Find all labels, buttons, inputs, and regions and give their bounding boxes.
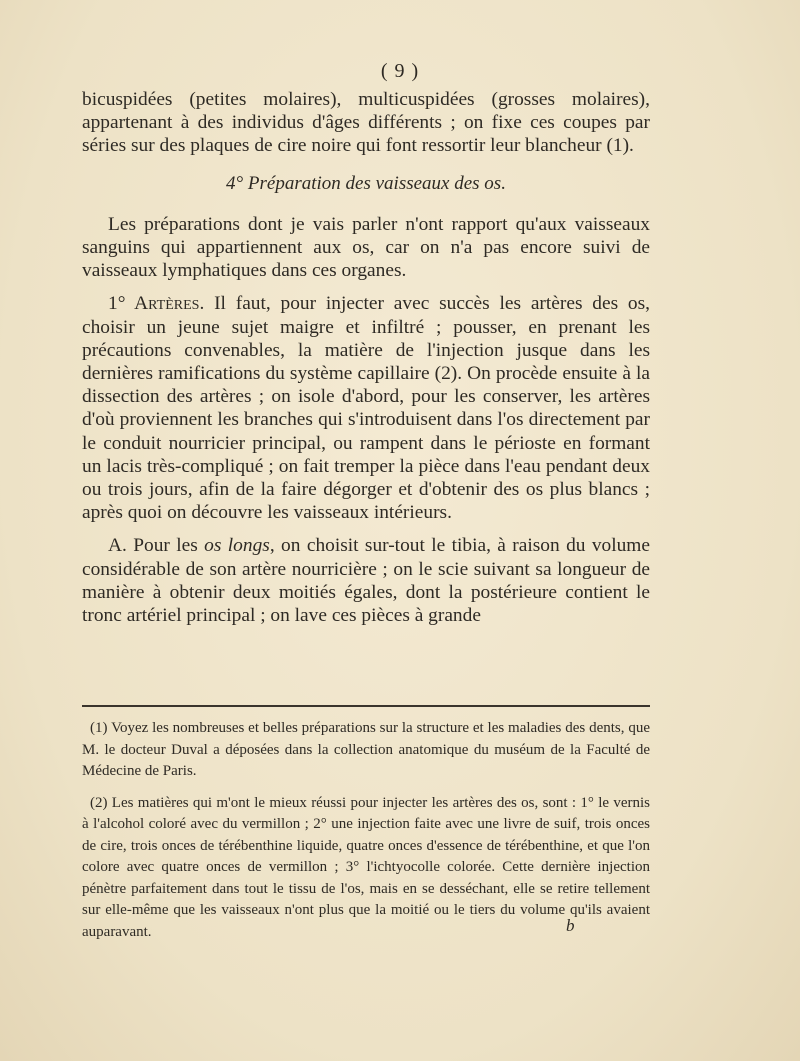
long-bones-prefix: A. Pour les — [108, 535, 205, 557]
arteries-label: 1° Artères. — [108, 293, 205, 315]
footnote-2: (2) Les matières qui m'ont le mieux réussi pour injecter les artères des os, sont : 1° le vernis à l'alcohol coloré avec du vermillon ; 2° une injection faite avec une livre de suif, trois onces de cire, trois onces de térébenthine liquide, quatre onces d'essence de térébenthine, et que l'on colore avec quatre onces de vermillon ; 3° l'ichtyocolle colorée. Cette dernière injection pénètre parfaitement dans tout le tissu de l'os, mais en se desséchant, elle se retire tellement sur elle-même que les vaisseaux n'ont plus que la moitié ou le tiers du volume qu'ils avaient auparavant. — [82, 794, 650, 940]
main-text — [82, 88, 650, 627]
footnote-1: (1) Voyez les nombreuses et belles préparations sur la structure et les maladies des dents, que M. le docteur Duval a déposées dans la collection anatomique du muséum de la Faculté de Médecine de Paris. — [82, 720, 650, 779]
footnotes — [82, 718, 650, 953]
page-number: ( 9 ) — [380, 60, 420, 82]
paragraph-vessels-intro: Les préparations dont je vais parler n'ont rapport qu'aux vaisseaux sanguins qui appartiennent aux os, car on n'a pas encore suivi de vaisseaux lymphatiques dans ces organes. — [82, 213, 650, 282]
arteries-text: Il faut, pour injecter avec succès les artères des os, choisir un jeune sujet maigre et infiltré ; pousser, en prenant les précautions convenables, la matière de l'injection jusque dans les dernières ramifications du système capillaire (2). On procède ensuite à la dissection des artères ; on isole d'abord, pour les conserver, les artères d'où proviennent les branches qui s'introduisent dans l'os directement par le conduit nourricier principal, ou rampent dans le périoste en formant un lacis très-compliqué ; on fait tremper la pièce dans l'eau pendant deux ou trois jours, afin de la faire dégorger et d'obtenir des os plus blancs ; après quoi on découvre les vaisseaux intérieurs. — [82, 293, 651, 524]
long-bones-text: , on choisit sur-tout le tibia, à raison du volume considérable de son artère nourricière ; on le scie suivant sa longueur de manière à obtenir deux moitiés égales, dont la postérieure contient le tronc artériel principal ; on lave ces pièces à grande — [82, 535, 650, 627]
footnote-divider — [82, 705, 650, 707]
paragraph-long-bones — [82, 534, 650, 627]
section-heading: 4° Préparation des vaisseaux des os. — [226, 172, 506, 194]
paragraph-continued: bicuspidées (petites molaires), multicuspidées (grosses molaires), appartenant à des individus d'âges différents ; on fixe ces coupes par séries sur des plaques de cire noire qui font ressortir leur blancheur (1). — [82, 89, 650, 157]
paragraph-arteries — [82, 292, 650, 524]
signature-mark: b — [566, 916, 575, 935]
long-bones-italic: os longs — [204, 535, 270, 557]
